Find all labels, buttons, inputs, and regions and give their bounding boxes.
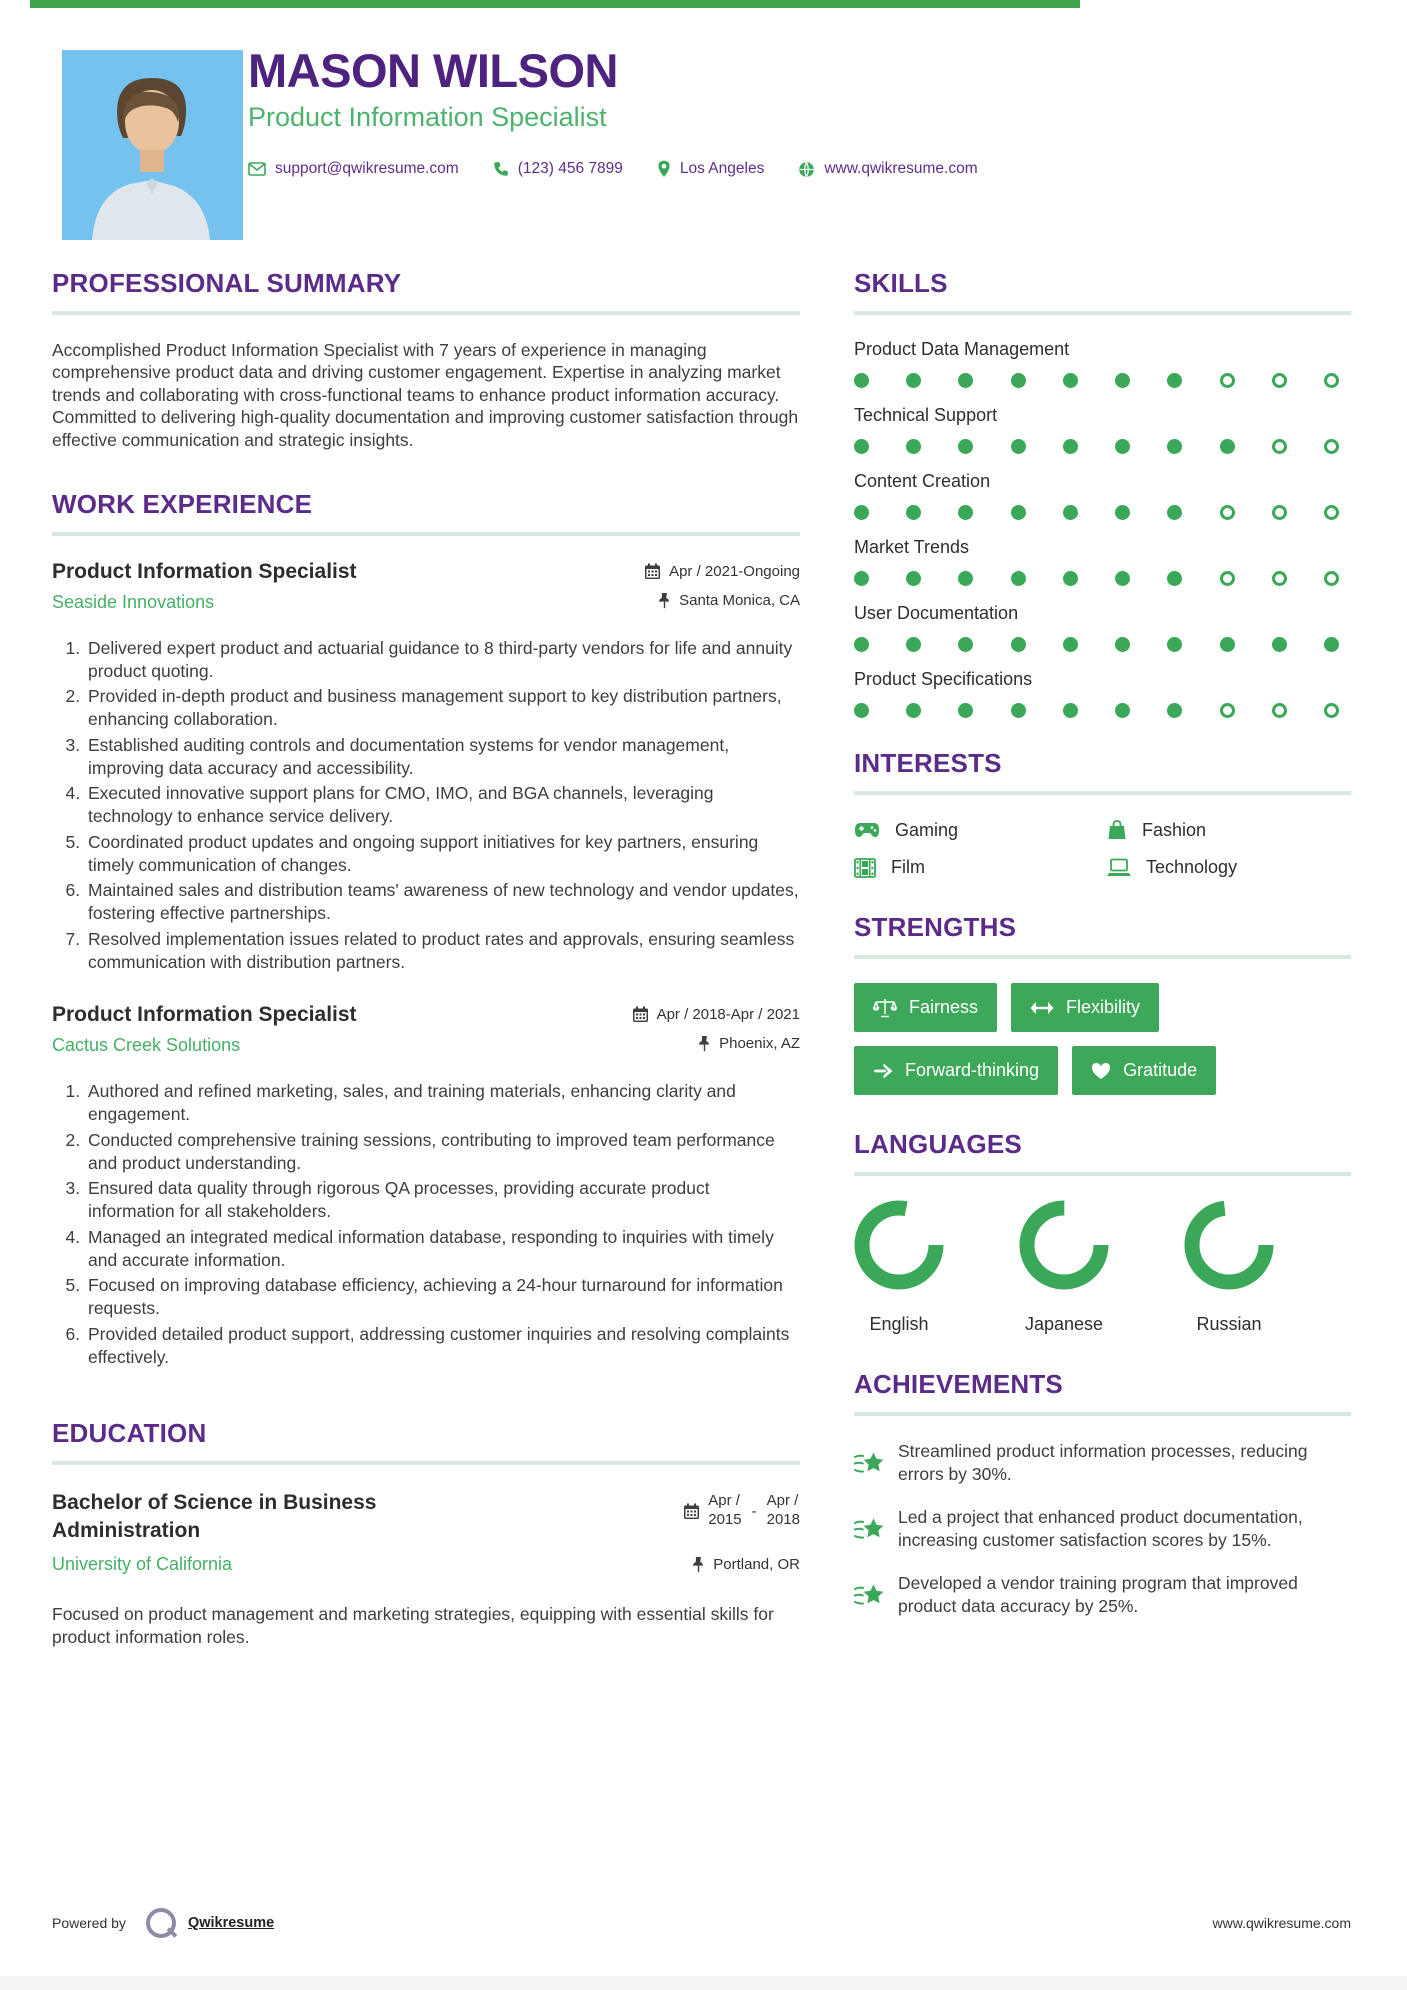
language-item (1019, 1200, 1109, 1335)
job-location (644, 592, 800, 609)
skill-dot-filled (958, 637, 973, 652)
skill-dot-filled (1063, 571, 1078, 586)
skill-rating (854, 637, 1339, 652)
summary-heading: PROFESSIONAL SUMMARY (52, 268, 402, 298)
contact-location (657, 160, 764, 178)
skill-dot-filled (958, 505, 973, 520)
skill-dot-filled (906, 373, 921, 388)
section-divider (854, 1172, 1351, 1176)
strength-badge (1011, 983, 1159, 1032)
skill-dot-filled (906, 439, 921, 454)
job-title-block (52, 1003, 357, 1056)
shopping-bag-icon (1107, 819, 1127, 841)
skill-dot-empty (1324, 505, 1339, 520)
skill-dot-filled (1011, 505, 1026, 520)
job-bullet: 6. Provided detailed product support, addressing customer inquiries and resolving complaints effectively. (85, 1323, 800, 1369)
achievement-item (854, 1506, 1351, 1552)
job-meta-block (632, 1003, 800, 1064)
skills-list (854, 339, 1351, 718)
section-divider (52, 532, 800, 536)
education-date-start-month: Apr / (708, 1492, 740, 1510)
footer-website: www.qwikresume.com (1212, 1915, 1351, 1931)
education-heading: EDUCATION (52, 1418, 207, 1449)
interest-label: Technology (1146, 857, 1238, 877)
job-bullet: 7. Resolved implementation issues related to product rates and approvals, ensuring seamless communication with distribution partners. (85, 928, 800, 974)
gamepad-icon (854, 821, 880, 839)
job-bullet: 4. Managed an integrated medical information database, responding to inquiries with timely and accurate information. (85, 1226, 800, 1272)
skill-rating (854, 505, 1339, 520)
section-skills (854, 268, 1351, 718)
skill-dot-filled (1063, 505, 1078, 520)
strength-label: Forward-thinking (905, 1060, 1040, 1080)
calendar-icon (644, 563, 661, 580)
shooting-star-icon (854, 1508, 884, 1552)
section-divider (854, 955, 1351, 959)
job-bullets (52, 637, 800, 974)
job-title: Product Information Specialist (52, 559, 357, 583)
laptop-icon (1107, 858, 1131, 877)
job-header (52, 1003, 800, 1064)
skill-dot-filled (854, 637, 869, 652)
language-gauge (1019, 1200, 1109, 1290)
job-bullet: 5. Coordinated product updates and ongoing support initiatives for key partners, ensuring timely communication of changes. (85, 831, 800, 877)
skill-dot-filled (958, 571, 973, 586)
interests-grid (854, 819, 1351, 878)
skill-dot-empty (1324, 373, 1339, 388)
job-meta-block (644, 560, 800, 621)
strength-badge (854, 983, 997, 1032)
language-name: English (869, 1314, 929, 1334)
contact-phone-text: (123) 456 7899 (517, 160, 623, 178)
education-description: Focused on product management and marketing strategies, equipping with essential skills for product information roles. (52, 1603, 774, 1647)
education-date-end (767, 1492, 800, 1530)
education-meta-block (683, 1489, 800, 1585)
pushpin-icon (692, 1556, 705, 1573)
bottom-accent-bar (0, 1976, 1407, 1990)
skill-dot-filled (1115, 373, 1130, 388)
strength-label: Gratitude (1123, 1060, 1198, 1080)
skill-row (854, 471, 1351, 520)
calendar-icon (683, 1503, 700, 1520)
education-title-block (52, 1489, 482, 1575)
job-company: Cactus Creek Solutions (52, 1035, 241, 1056)
interest-label: Film (891, 857, 925, 877)
skill-dot-filled (1115, 703, 1130, 718)
skill-dot-filled (1220, 439, 1235, 454)
skill-dot-filled (1167, 637, 1182, 652)
interest-label: Gaming (895, 819, 959, 840)
skill-dot-filled (1063, 373, 1078, 388)
strength-badge (1072, 1046, 1216, 1095)
skill-dot-filled (906, 703, 921, 718)
job-bullet: 3. Established auditing controls and documentation systems for vendor management, improving data accuracy and accessibility. (85, 734, 800, 780)
profile-photo-illustration (62, 50, 243, 240)
skill-dot-empty (1324, 571, 1339, 586)
job-title: Product Information Specialist (52, 1003, 357, 1027)
jobs-list (52, 560, 800, 1369)
pushpin-icon (698, 1035, 711, 1052)
skill-dot-empty (1324, 439, 1339, 454)
education-date-end-year: 2018 (766, 1511, 800, 1529)
language-name: Japanese (1024, 1314, 1104, 1334)
section-achievements (854, 1369, 1351, 1619)
left-right-arrow-icon (1030, 1001, 1054, 1015)
job-location-text: Santa Monica, CA (679, 591, 800, 609)
job-dates (644, 563, 800, 580)
contact-website-text: www.qwikresume.com (824, 160, 978, 178)
page-footer (52, 1908, 1351, 1938)
skill-dot-filled (1063, 703, 1078, 718)
job-header (52, 560, 800, 621)
powered-by-label: Powered by (52, 1915, 126, 1931)
contact-website[interactable] (798, 160, 977, 178)
skill-name: Product Specifications (854, 669, 1033, 689)
skill-dot-filled (1011, 439, 1026, 454)
language-gauge (854, 1200, 944, 1290)
balance-scale-icon (873, 998, 897, 1018)
skill-dot-filled (854, 571, 869, 586)
education-degree: Bachelor of Science in Business Administration (52, 1491, 377, 1542)
job-bullet: 2. Conducted comprehensive training sessions, contributing to improved team performance and product understanding. (85, 1129, 800, 1175)
qwikresume-link[interactable]: Qwikresume (187, 1915, 275, 1931)
contact-row (248, 160, 1351, 178)
shooting-star-icon (854, 1442, 884, 1486)
achievement-item (854, 1572, 1351, 1618)
skill-dot-empty (1220, 571, 1235, 586)
skill-name: Technical Support (854, 405, 998, 425)
skill-rating (854, 373, 1339, 388)
skill-dot-filled (1167, 439, 1182, 454)
skill-dot-filled (1011, 571, 1026, 586)
achievements-heading: ACHIEVEMENTS (854, 1369, 1063, 1399)
interest-item (1107, 857, 1351, 878)
section-education (52, 1418, 800, 1648)
skill-dot-empty (1272, 505, 1287, 520)
skill-dot-filled (1011, 637, 1026, 652)
skill-row (854, 339, 1351, 388)
job-bullet: 3. Ensured data quality through rigorous QA processes, providing accurate product information for all stakeholders. (85, 1177, 800, 1223)
skill-dot-filled (1167, 703, 1182, 718)
calendar-icon (632, 1006, 649, 1023)
globe-icon (798, 161, 815, 178)
skill-dot-filled (1063, 439, 1078, 454)
section-strengths (854, 912, 1351, 1095)
job-bullets (52, 1080, 800, 1368)
education-location-text: Portland, OR (713, 1555, 800, 1573)
skill-rating (854, 703, 1339, 718)
education-school: University of California (52, 1554, 233, 1575)
strengths-heading: STRENGTHS (854, 912, 1017, 942)
skill-dot-filled (854, 505, 869, 520)
strength-label: Flexibility (1066, 997, 1141, 1017)
skill-dot-filled (854, 439, 869, 454)
skill-dot-filled (906, 571, 921, 586)
job-bullet: 1. Authored and refined marketing, sales, and training materials, enhancing clarity and engagement. (85, 1080, 800, 1126)
contact-phone[interactable] (493, 160, 623, 178)
skill-dot-filled (1063, 637, 1078, 652)
skill-name: Content Creation (854, 471, 991, 491)
left-column (52, 268, 800, 1686)
education-entry (52, 1489, 800, 1585)
achievement-text: Developed a vendor training program that improved product data accuracy by 25%. (898, 1573, 1298, 1617)
section-divider (854, 311, 1351, 315)
education-date-start (708, 1492, 741, 1530)
shooting-star-icon (854, 1574, 884, 1618)
heart-icon (1091, 1062, 1111, 1080)
job-company: Seaside Innovations (52, 591, 215, 612)
achievements-list (854, 1440, 1351, 1619)
job-location-text: Phoenix, AZ (719, 1035, 800, 1053)
language-item (854, 1200, 944, 1335)
skill-rating (854, 571, 1339, 586)
skill-dot-empty (1220, 373, 1235, 388)
strength-badge (854, 1046, 1058, 1095)
skill-dot-empty (1272, 439, 1287, 454)
skill-dot-filled (906, 637, 921, 652)
section-languages (854, 1129, 1351, 1335)
experience-heading: WORK EXPERIENCE (52, 488, 313, 519)
achievement-text: Streamlined product information processes, reducing errors by 30%. (898, 1441, 1308, 1485)
job-bullet: 2. Provided in-depth product and business management support to key distribution partners, enhancing collaboration. (85, 685, 800, 731)
right-arrow-icon (873, 1063, 893, 1079)
job-bullet: 4. Executed innovative support plans for CMO, IMO, and BGA channels, leveraging technology to enhance service delivery. (85, 782, 800, 828)
contact-email[interactable] (248, 160, 459, 178)
language-name: Russian (1196, 1314, 1262, 1334)
skill-name: User Documentation (854, 603, 1019, 623)
qwikresume-logo (146, 1908, 176, 1938)
skill-dot-filled (854, 373, 869, 388)
skill-dot-filled (958, 439, 973, 454)
skill-dot-filled (958, 373, 973, 388)
skills-heading: SKILLS (854, 268, 948, 298)
education-date-end-month: Apr / (766, 1492, 799, 1510)
education-date-start-year: 2015 (708, 1511, 742, 1529)
interest-item (854, 819, 1107, 841)
job-dates-text: Apr / 2021-Ongoing (669, 562, 800, 580)
job-bullet: 5. Focused on improving database efficiency, achieving a 24-hour turnaround for information requests. (85, 1274, 800, 1320)
skill-name: Product Data Management (854, 339, 1070, 359)
skill-dot-filled (906, 505, 921, 520)
skill-dot-filled (958, 703, 973, 718)
candidate-name: MASON WILSON (248, 44, 618, 97)
interest-item (1107, 819, 1351, 841)
strength-label: Fairness (909, 997, 979, 1017)
skill-dot-empty (1324, 703, 1339, 718)
skill-dot-filled (1115, 439, 1130, 454)
languages-row (854, 1200, 1351, 1335)
skill-row (854, 537, 1351, 586)
skill-dot-filled (1220, 637, 1235, 652)
job-dates (632, 1006, 800, 1023)
skill-dot-filled (1324, 637, 1339, 652)
content-columns (0, 268, 1407, 1686)
profile-photo (62, 50, 243, 240)
skill-dot-filled (1115, 637, 1130, 652)
education-location (683, 1556, 800, 1573)
phone-icon (493, 161, 509, 177)
skill-dot-filled (854, 703, 869, 718)
skill-dot-filled (1167, 373, 1182, 388)
skill-row (854, 603, 1351, 652)
job-dates-text: Apr / 2018-Apr / 2021 (656, 1006, 800, 1024)
skill-row (854, 405, 1351, 454)
achievement-text: Led a project that enhanced product documentation, increasing customer satisfaction scores by 15%. (898, 1507, 1303, 1551)
section-interests (854, 748, 1351, 878)
language-item (1184, 1200, 1274, 1335)
job-entry (52, 560, 800, 974)
section-divider (52, 1461, 800, 1465)
strength-badges (854, 983, 1351, 1095)
education-dates (683, 1492, 800, 1530)
skill-name: Market Trends (854, 537, 970, 557)
skill-dot-empty (1220, 505, 1235, 520)
interest-label: Fashion (1142, 819, 1207, 840)
skill-dot-filled (1167, 505, 1182, 520)
job-bullet: 6. Maintained sales and distribution teams' awareness of new technology and vendor updates, fostering effective partnerships. (85, 879, 800, 925)
interests-heading: INTERESTS (854, 748, 1002, 778)
language-gauge (1184, 1200, 1274, 1290)
right-column (854, 268, 1351, 1686)
contact-email-text: support@qwikresume.com (275, 160, 459, 178)
skill-dot-empty (1220, 703, 1235, 718)
skill-dot-filled (1011, 703, 1026, 718)
skill-rating (854, 439, 1339, 454)
section-professional-summary (52, 268, 800, 451)
location-pin-icon (657, 160, 671, 178)
section-work-experience (52, 489, 800, 1369)
pushpin-icon (658, 592, 671, 609)
job-title-block (52, 560, 357, 613)
resume-header (0, 0, 1407, 222)
contact-location-text: Los Angeles (679, 160, 765, 178)
section-divider (854, 791, 1351, 795)
job-location (632, 1035, 800, 1052)
summary-text: Accomplished Product Information Specialist with 7 years of experience in managing comprehensive product data and driving customer engagement. Expertise in analyzing market trends and collaborating with cross-functional teams to enhance product information accuracy. Committed to delivering high-quality documentation and improving customer satisfaction through effective communication and strategic insights. (52, 340, 799, 450)
achievement-item (854, 1440, 1351, 1486)
languages-heading: LANGUAGES (854, 1129, 1022, 1159)
section-divider (52, 311, 800, 315)
film-icon (854, 858, 876, 878)
skill-dot-filled (1115, 571, 1130, 586)
skill-dot-empty (1272, 373, 1287, 388)
skill-dot-empty (1272, 571, 1287, 586)
job-bullet: 1. Delivered expert product and actuarial guidance to 8 third-party vendors for life and annuity product quoting. (85, 637, 800, 683)
section-divider (854, 1412, 1351, 1416)
skill-dot-empty (1272, 703, 1287, 718)
skill-dot-filled (1115, 505, 1130, 520)
skill-row (854, 669, 1351, 718)
skill-dot-filled (1011, 373, 1026, 388)
education-date-separator: - (751, 1502, 757, 1520)
header-text-block (248, 46, 1351, 178)
interest-item (854, 857, 1107, 878)
candidate-title: Product Information Specialist (248, 102, 607, 133)
skill-dot-filled (1167, 571, 1182, 586)
skill-dot-filled (1272, 637, 1287, 652)
email-icon (248, 162, 266, 176)
job-entry (52, 1003, 800, 1368)
